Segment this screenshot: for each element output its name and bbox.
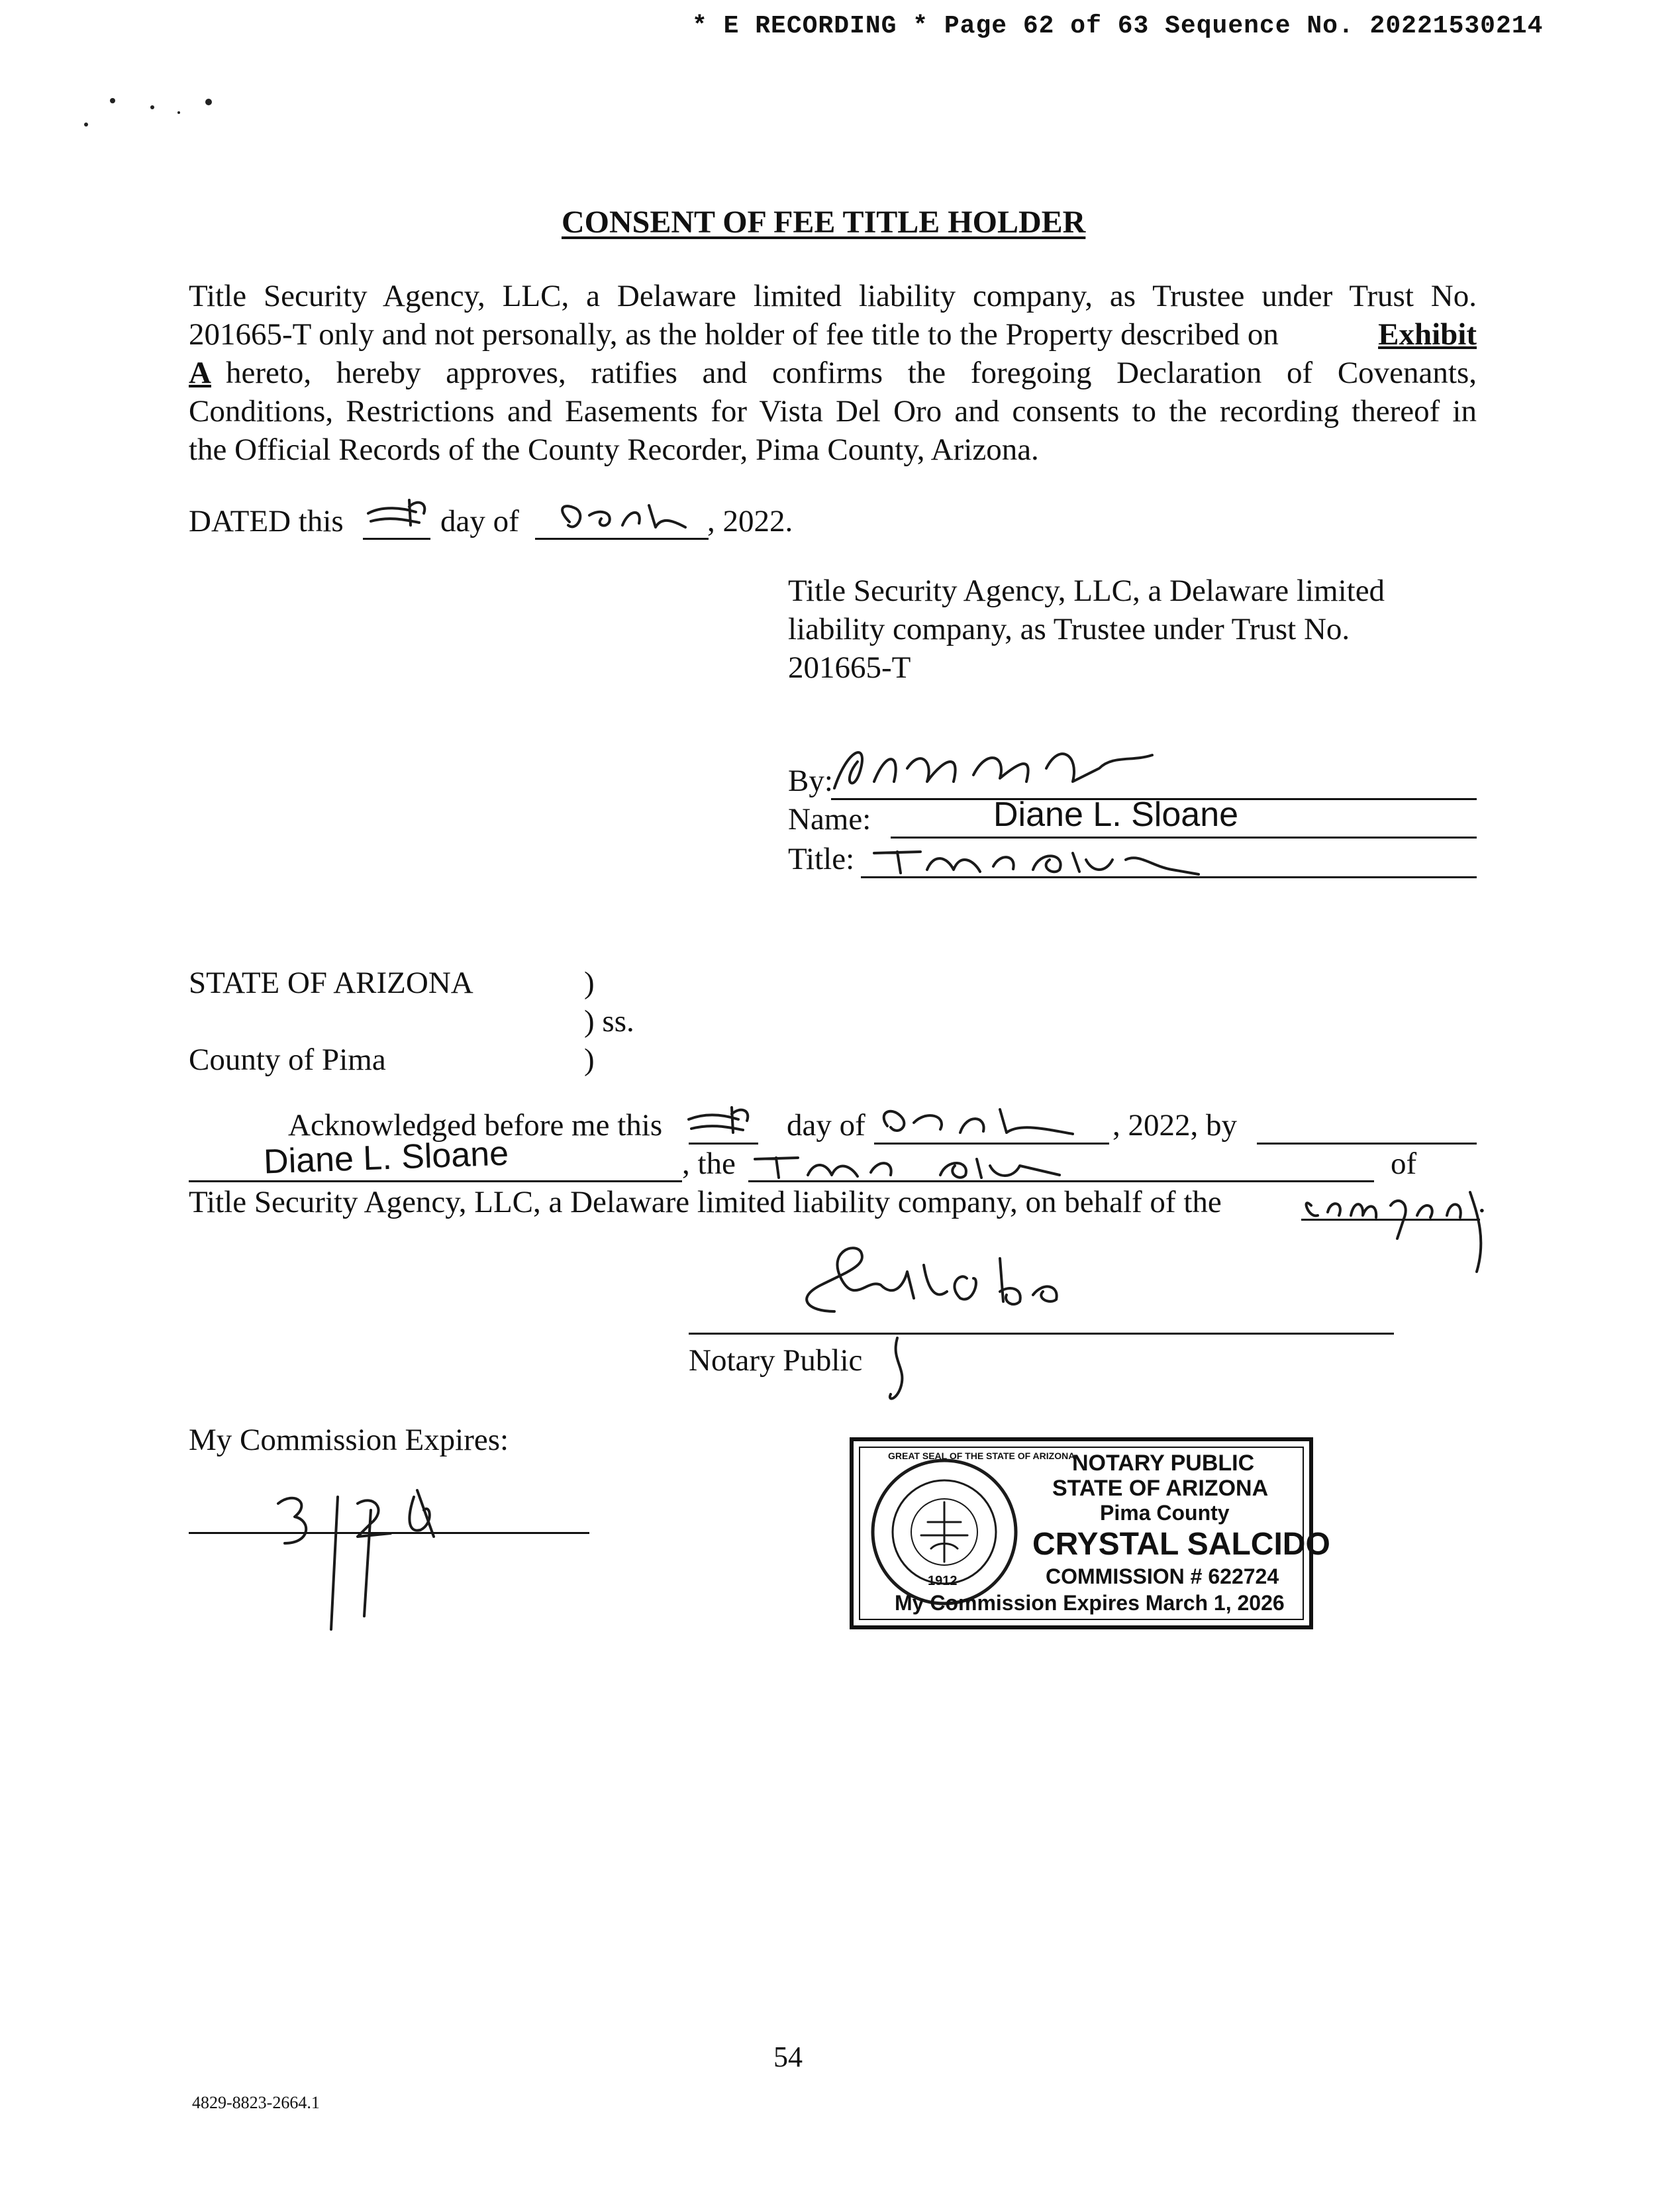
notary-signature xyxy=(781,1239,1192,1338)
stamp-line-2: STATE OF ARIZONA xyxy=(1052,1476,1269,1501)
signer-line-1: Title Security Agency, LLC, a Delaware limited xyxy=(788,574,1385,608)
commission-date-handwriting xyxy=(265,1484,464,1636)
venue-ss: ) ss. xyxy=(584,1004,634,1039)
stamp-line-1: NOTARY PUBLIC xyxy=(1072,1451,1255,1476)
notary-hook-mark xyxy=(877,1335,917,1407)
notary-stamp xyxy=(850,1437,1330,1629)
ack-title-handwriting xyxy=(748,1146,1093,1186)
venue-paren-1: ) xyxy=(584,966,595,1000)
venue-state: STATE OF ARIZONA xyxy=(189,966,473,1000)
title-handwriting xyxy=(867,840,1212,880)
dated-day-of: day of xyxy=(440,504,519,538)
consent-line-4: Conditions, Restrictions and Easements for Vista Del Oro and consents to the recording thereof in xyxy=(189,394,1477,429)
stamp-expires: My Commission Expires March 1, 2026 xyxy=(895,1591,1285,1615)
consent-line-5: the Official Records of the County Recorder, Pima County, Arizona. xyxy=(189,433,1039,467)
document-title: CONSENT OF FEE TITLE HOLDER xyxy=(562,205,1086,240)
ack-the: , the xyxy=(682,1147,736,1181)
venue-paren-3: ) xyxy=(584,1043,595,1077)
recording-header: * E RECORDING * Page 62 of 63 Sequence No. 20221530214 xyxy=(692,12,1544,40)
signer-name: Diane L. Sloane xyxy=(993,795,1239,834)
ack-day-handwriting xyxy=(682,1099,762,1146)
exhibit-letter: A xyxy=(189,356,211,390)
dated-day-handwriting xyxy=(363,493,436,540)
ack-by-line xyxy=(1257,1143,1477,1145)
consent-line-3 xyxy=(189,355,1477,391)
ack-of: of xyxy=(1391,1147,1417,1181)
seal-year: 1912 xyxy=(928,1574,958,1588)
notary-signature-line xyxy=(689,1333,1394,1335)
dated-month-handwriting xyxy=(550,495,702,542)
dated-year: , 2022. xyxy=(707,504,793,538)
notary-public-label: Notary Public xyxy=(689,1343,863,1378)
scan-specks-graphic xyxy=(73,93,225,132)
commission-expires-label: My Commission Expires: xyxy=(189,1423,509,1457)
venue-county: County of Pima xyxy=(189,1043,386,1077)
name-line xyxy=(891,837,1477,839)
ack-company-handwriting xyxy=(1298,1179,1497,1285)
ack-day-of: day of xyxy=(787,1108,865,1143)
signer-line-2: liability company, as Trustee under Trust No. xyxy=(788,612,1350,646)
consent-line-2-text: 201665-T only and not personally, as the holder of fee title to the Property described on xyxy=(189,317,1279,352)
name-label: Name: xyxy=(788,802,871,837)
signer-line-3: 201665-T xyxy=(788,650,911,685)
consent-line-3-text: hereto, hereby approves, ratifies and confirms the foregoing Declaration of Covenants, xyxy=(225,356,1477,390)
scan-specks xyxy=(73,93,225,132)
by-label: By: xyxy=(788,764,833,798)
ack-name-line xyxy=(189,1180,682,1182)
consent-line-1: Title Security Agency, LLC, a Delaware limited liability company, as Trustee under Trust No. xyxy=(189,279,1477,313)
stamp-commission-number: COMMISSION # 622724 xyxy=(1046,1564,1279,1588)
ack-text-3: Title Security Agency, LLC, a Delaware limited liability company, on behalf of the xyxy=(189,1185,1222,1219)
title-label: Title: xyxy=(788,842,855,876)
ack-year-by: , 2022, by xyxy=(1112,1108,1237,1143)
stamp-line-3: Pima County xyxy=(1100,1501,1230,1525)
seal-text: GREAT SEAL OF THE STATE OF ARIZONA xyxy=(888,1451,1075,1461)
exhibit-label: Exhibit xyxy=(1378,317,1477,352)
dated-prefix: DATED this xyxy=(189,504,344,538)
page-number: 54 xyxy=(773,2041,803,2073)
document-id: 4829-8823-2664.1 xyxy=(192,2093,320,2112)
ack-period: . xyxy=(1478,1185,1486,1219)
ack-name: Diane L. Sloane xyxy=(263,1134,509,1182)
stamp-notary-name: CRYSTAL SALCIDO xyxy=(1032,1527,1330,1562)
ack-month-handwriting xyxy=(874,1099,1099,1146)
consent-line-2 xyxy=(189,317,1477,352)
ack-text-1: Acknowledged before me this xyxy=(288,1108,663,1143)
